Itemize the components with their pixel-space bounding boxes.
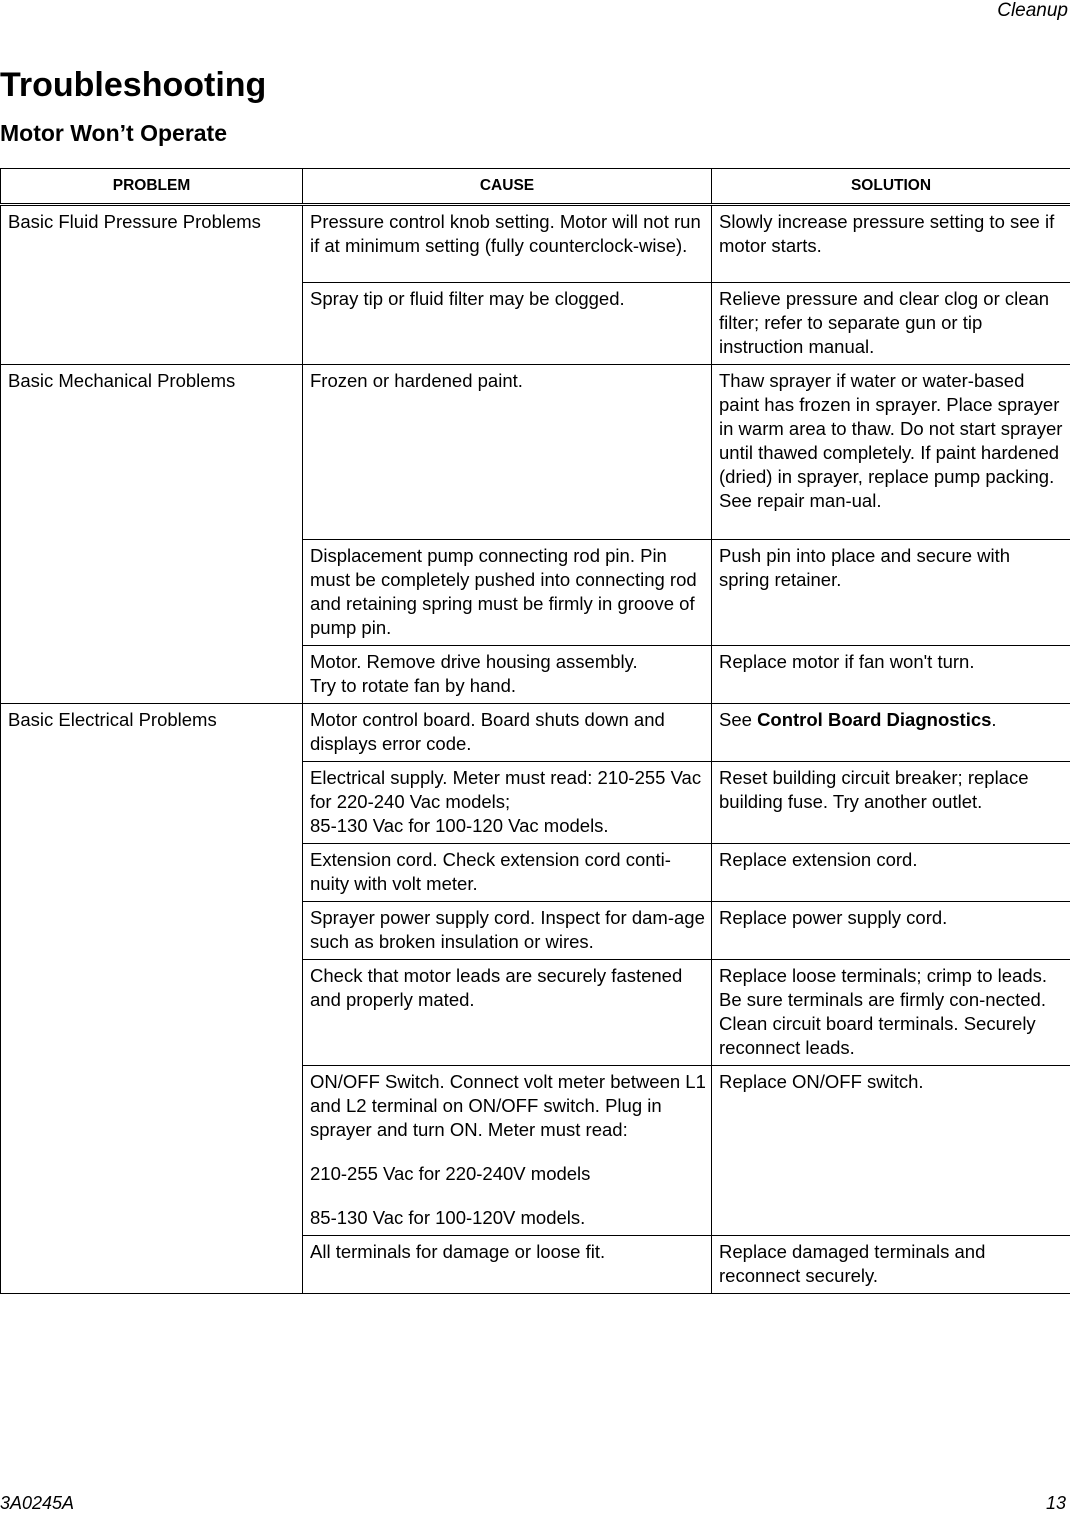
- solution-cell: [712, 704, 1070, 762]
- cause-cell: Pressure control knob setting. Motor will not run if at minimum setting (fully counterclock-wise).: [303, 205, 712, 283]
- page-number: 13: [1045, 1493, 1066, 1513]
- problem-cell: Basic Mechanical Problems: [1, 365, 303, 704]
- solution-cell: Reset building circuit breaker; replace building fuse. Try another outlet.: [712, 762, 1070, 844]
- cause-cell: Sprayer power supply cord. Inspect for dam-age such as broken insulation or wires.: [303, 902, 712, 960]
- header-cause: CAUSE: [303, 169, 712, 205]
- solution-cell: Replace power supply cord.: [712, 902, 1070, 960]
- cause-line: 85-130 Vac for 100-120 Vac models.: [310, 815, 609, 836]
- table-header-row: [1, 169, 1070, 205]
- header-problem: PROBLEM: [1, 169, 303, 205]
- cause-cell: [303, 1066, 712, 1236]
- page-title: Troubleshooting: [0, 66, 267, 104]
- cause-cell: Displacement pump connecting rod pin. Pin must be completely pushed into connecting rod and retaining spring must be firmly in groove of pump pin.: [303, 540, 712, 646]
- solution-cell: Slowly increase pressure setting to see if motor starts.: [712, 205, 1070, 283]
- problem-cell: Basic Electrical Problems: [1, 704, 303, 1294]
- troubleshooting-table: [0, 168, 1070, 1294]
- solution-cell: Replace extension cord.: [712, 844, 1070, 902]
- cause-cell: Frozen or hardened paint.: [303, 365, 712, 540]
- solution-cell: Replace motor if fan won't turn.: [712, 646, 1070, 704]
- cause-cell: Motor control board. Board shuts down and displays error code.: [303, 704, 712, 762]
- table-row: [1, 205, 1070, 283]
- problem-cell: Basic Fluid Pressure Problems: [1, 205, 303, 365]
- solution-cell: Replace damaged terminals and reconnect securely.: [712, 1236, 1070, 1294]
- section-label: Cleanup: [997, 0, 1068, 21]
- control-board-diagnostics-reference: Control Board Diagnostics: [757, 709, 992, 730]
- solution-cell: Replace loose terminals; crimp to leads. Be sure terminals are firmly con-nected. Clean circuit board terminals. Securely reconnect leads.: [712, 960, 1070, 1066]
- cause-cell: Spray tip or fluid filter may be clogged.: [303, 283, 712, 365]
- cause-line: Motor. Remove drive housing assembly.: [310, 651, 638, 672]
- document-number: 3A0245A: [0, 1493, 75, 1513]
- cause-line: 85-130 Vac for 100-120V models.: [310, 1207, 586, 1228]
- cause-cell: Check that motor leads are securely fastened and properly mated.: [303, 960, 712, 1066]
- solution-suffix: .: [991, 709, 997, 730]
- table-row: [1, 704, 1070, 762]
- cause-cell: [303, 762, 712, 844]
- cause-cell: All terminals for damage or loose fit.: [303, 1236, 712, 1294]
- solution-cell: Push pin into place and secure with spring retainer.: [712, 540, 1070, 646]
- cause-line: ON/OFF Switch. Connect volt meter between L1 and L2 terminal on ON/OFF switch. Plug in sprayer and turn ON. Meter must read:: [310, 1071, 706, 1140]
- solution-cell: Relieve pressure and clear clog or clean filter; refer to separate gun or tip instruction manual.: [712, 283, 1070, 365]
- cause-line: 210-255 Vac for 220-240V models: [310, 1163, 591, 1184]
- cause-cell: Extension cord. Check extension cord conti-nuity with volt meter.: [303, 844, 712, 902]
- cause-line: Electrical supply. Meter must read: 210-255 Vac for 220-240 Vac models;: [310, 767, 702, 812]
- solution-cell: Replace ON/OFF switch.: [712, 1066, 1070, 1236]
- solution-cell: Thaw sprayer if water or water-based paint has frozen in sprayer. Place sprayer in warm area to thaw. Do not start sprayer until thawed completely. If paint hardened (dried) in sprayer, replace pump packing. See repair man-ual.: [712, 365, 1070, 540]
- section-subtitle: Motor Won’t Operate: [0, 120, 228, 146]
- solution-prefix: See: [719, 709, 758, 730]
- header-solution: SOLUTION: [712, 169, 1070, 205]
- cause-line: Try to rotate fan by hand.: [310, 675, 517, 696]
- cause-cell: [303, 646, 712, 704]
- table-row: [1, 365, 1070, 540]
